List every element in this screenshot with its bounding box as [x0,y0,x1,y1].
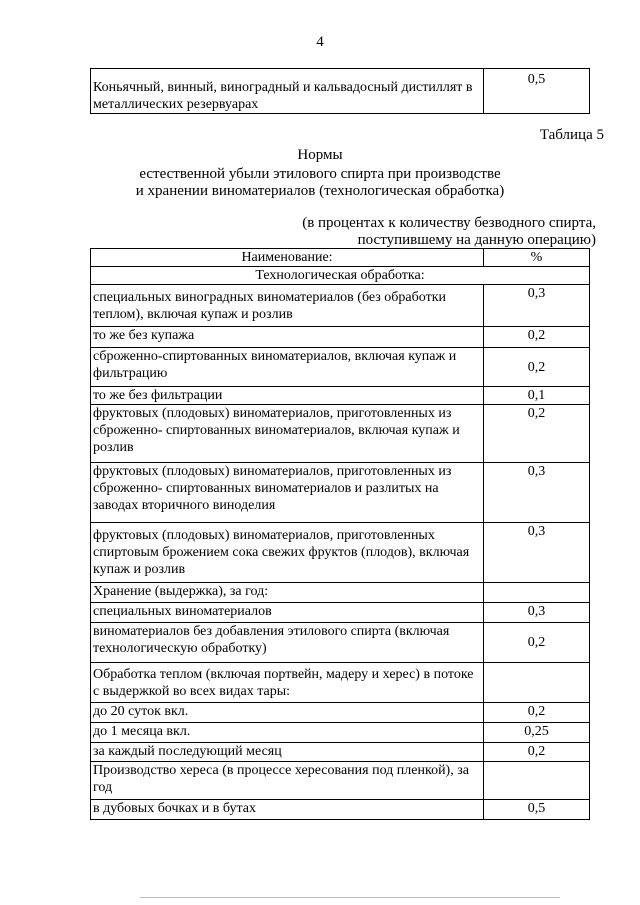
row-name: специальных виноградных виноматериалов (без обработки теплом), включая купаж и розлив [91,285,484,327]
table-row [91,387,590,405]
units-note-line-1: (в процентах к количеству безводного спирта, [302,215,596,231]
table-row [91,703,590,723]
table-row [91,69,590,114]
table-title: Нормы [297,147,343,163]
page-number: 4 [316,34,324,50]
row-name: за каждый последующий месяц [91,743,484,762]
table-row [91,623,590,663]
row-name: Обработка теплом (включая портвейн, мадеру и херес) в потоке с выдержкой во всех видах тары: [91,663,484,703]
table-row [91,583,590,603]
row-value: 0,5 [484,800,590,820]
row-value: 0,2 [484,405,590,463]
row-name: Коньячный, винный, виноградный и кальвадосный дистиллят в металлических резервуарах [91,69,484,114]
table-header-row [91,249,590,267]
row-name: фруктовых (плодовых) виноматериалов, приготовленных из сброженно- спиртованных виноматериалов, включая купаж и розлив [91,405,484,463]
row-value: 0,25 [484,723,590,743]
row-name: виноматериалов без добавления этилового спирта (включая технологическую обработку) [91,623,484,663]
row-name: до 1 месяца вкл. [91,723,484,743]
table-row [91,285,590,327]
row-value: 0,2 [484,743,590,762]
row-value: 0,2 [484,327,590,348]
row-value: 0,3 [484,463,590,523]
section-row [91,267,590,285]
row-value: 0,2 [484,348,590,387]
units-note-line-2: поступившему на данную операцию) [357,232,596,248]
table-row [91,348,590,387]
row-value: 0,2 [484,703,590,723]
row-value: 0,3 [484,285,590,327]
row-name: до 20 суток вкл. [91,703,484,723]
table-row [91,603,590,623]
row-value: 0,1 [484,387,590,405]
page-bottom-rule [140,897,560,898]
row-name: Производство хереса (в процессе хересования под пленкой), за год [91,762,484,800]
row-name: фруктовых (плодовых) виноматериалов, приготовленных из сброженно- спиртованных виноматериалов и разлитых на заводах вторичного виноделия [91,463,484,523]
table-row [91,405,590,463]
row-value: 0,3 [484,603,590,623]
row-value [484,762,590,800]
row-value [484,663,590,703]
table-row [91,523,590,583]
table-row [91,663,590,703]
header-percent: % [484,249,590,267]
norms-table [90,248,590,820]
row-value: 0,2 [484,623,590,663]
header-name: Наименование: [91,249,484,267]
table-row [91,800,590,820]
row-value: 0,5 [484,69,590,114]
row-name: в дубовых бочках и в бутах [91,800,484,820]
table-subtitle-line-1: естественной убыли этилового спирта при производстве [139,166,501,182]
table-row [91,723,590,743]
row-name: то же без фильтрации [91,387,484,405]
row-name: Хранение (выдержка), за год: [91,583,484,603]
table-row [91,463,590,523]
row-name: сброженно-спиртованных виноматериалов, включая купаж и фильтрацию [91,348,484,387]
previous-table-fragment [90,68,590,114]
table-row [91,743,590,762]
table-number: Таблица 5 [539,127,604,143]
row-name: то же без купажа [91,327,484,348]
section-heading: Технологическая обработка: [91,267,590,285]
table-row [91,762,590,800]
row-name: фруктовых (плодовых) виноматериалов, приготовленных спиртовым брожением сока свежих фруктов (плодов), включая купаж и розлив [91,523,484,583]
row-value [484,583,590,603]
row-name: специальных виноматериалов [91,603,484,623]
table-subtitle-line-2: и хранении виноматериалов (технологическая обработка) [135,183,505,199]
table-row [91,327,590,348]
row-value: 0,3 [484,523,590,583]
